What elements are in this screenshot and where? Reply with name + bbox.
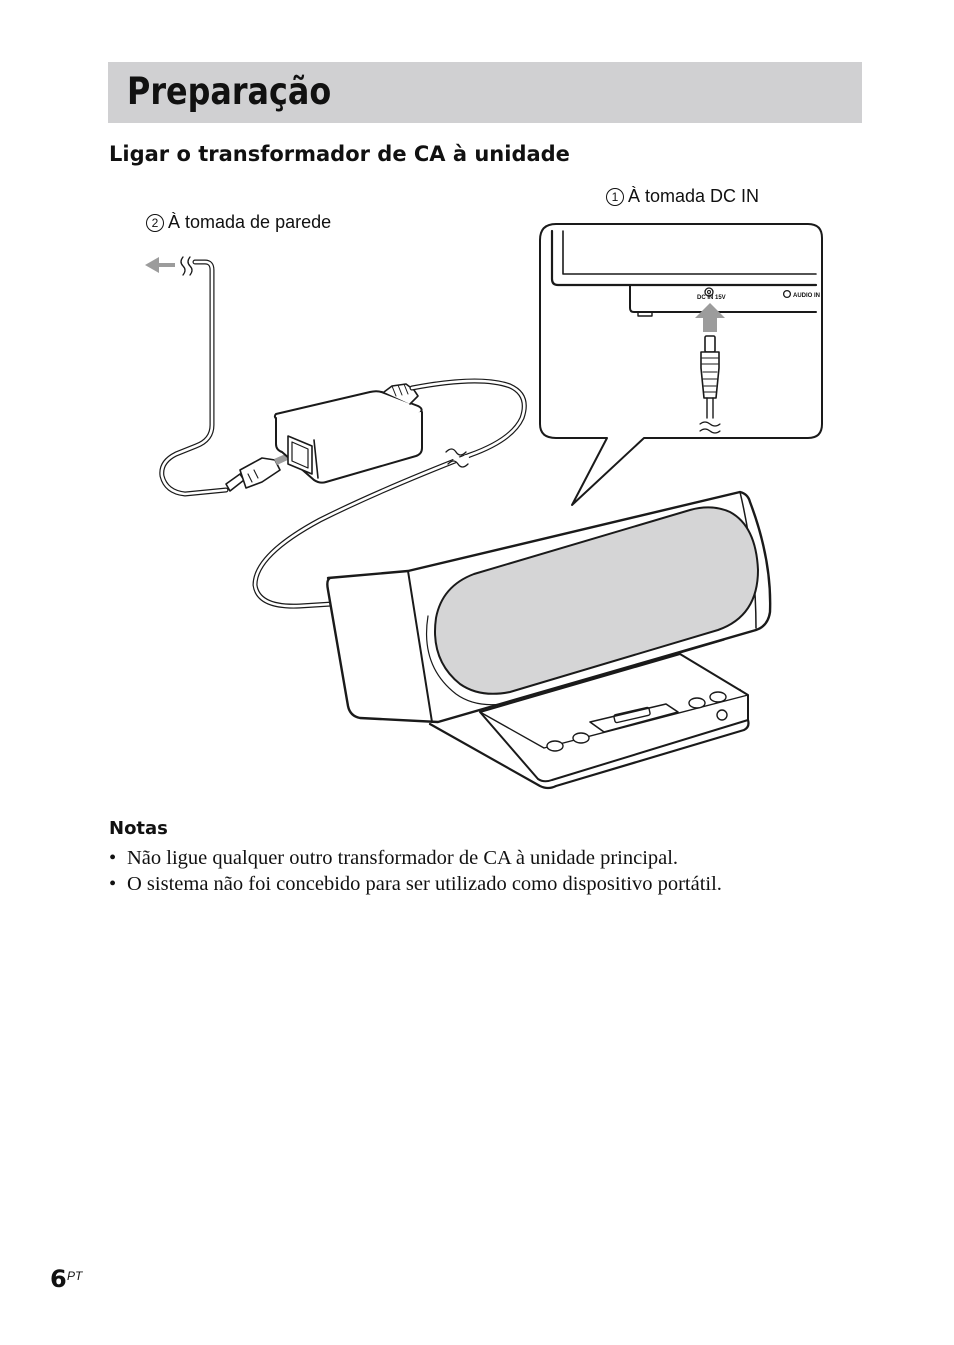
callout-number-1: 1 <box>606 188 624 206</box>
callout-number-2: 2 <box>146 214 164 232</box>
zoom-callout-bubble <box>540 224 822 505</box>
wall-arrow <box>145 257 175 273</box>
page-language-code: PT <box>67 1269 83 1283</box>
notes-heading: Notas <box>109 818 168 839</box>
notes-list <box>109 845 722 897</box>
note-item: • Não ligue qualquer outro transformador de CA à unidade principal. <box>109 845 722 871</box>
dc-in-label: DC IN 15V <box>697 295 726 301</box>
audio-in-label: AUDIO IN <box>793 293 820 299</box>
page-number: 6 <box>50 1265 67 1293</box>
mains-cord <box>162 262 226 494</box>
section-subtitle: Ligar o transformador de CA à unidade <box>109 142 570 166</box>
callout-label-dc-in: À tomada DC IN <box>628 186 760 206</box>
speaker-dock <box>327 492 770 788</box>
page-title: Preparação <box>127 70 332 113</box>
ac-adaptor <box>275 384 422 483</box>
callout-label-wall-outlet: À tomada de parede <box>168 212 332 232</box>
note-item: • O sistema não foi concebido para ser utilizado como dispositivo portátil. <box>109 871 722 897</box>
